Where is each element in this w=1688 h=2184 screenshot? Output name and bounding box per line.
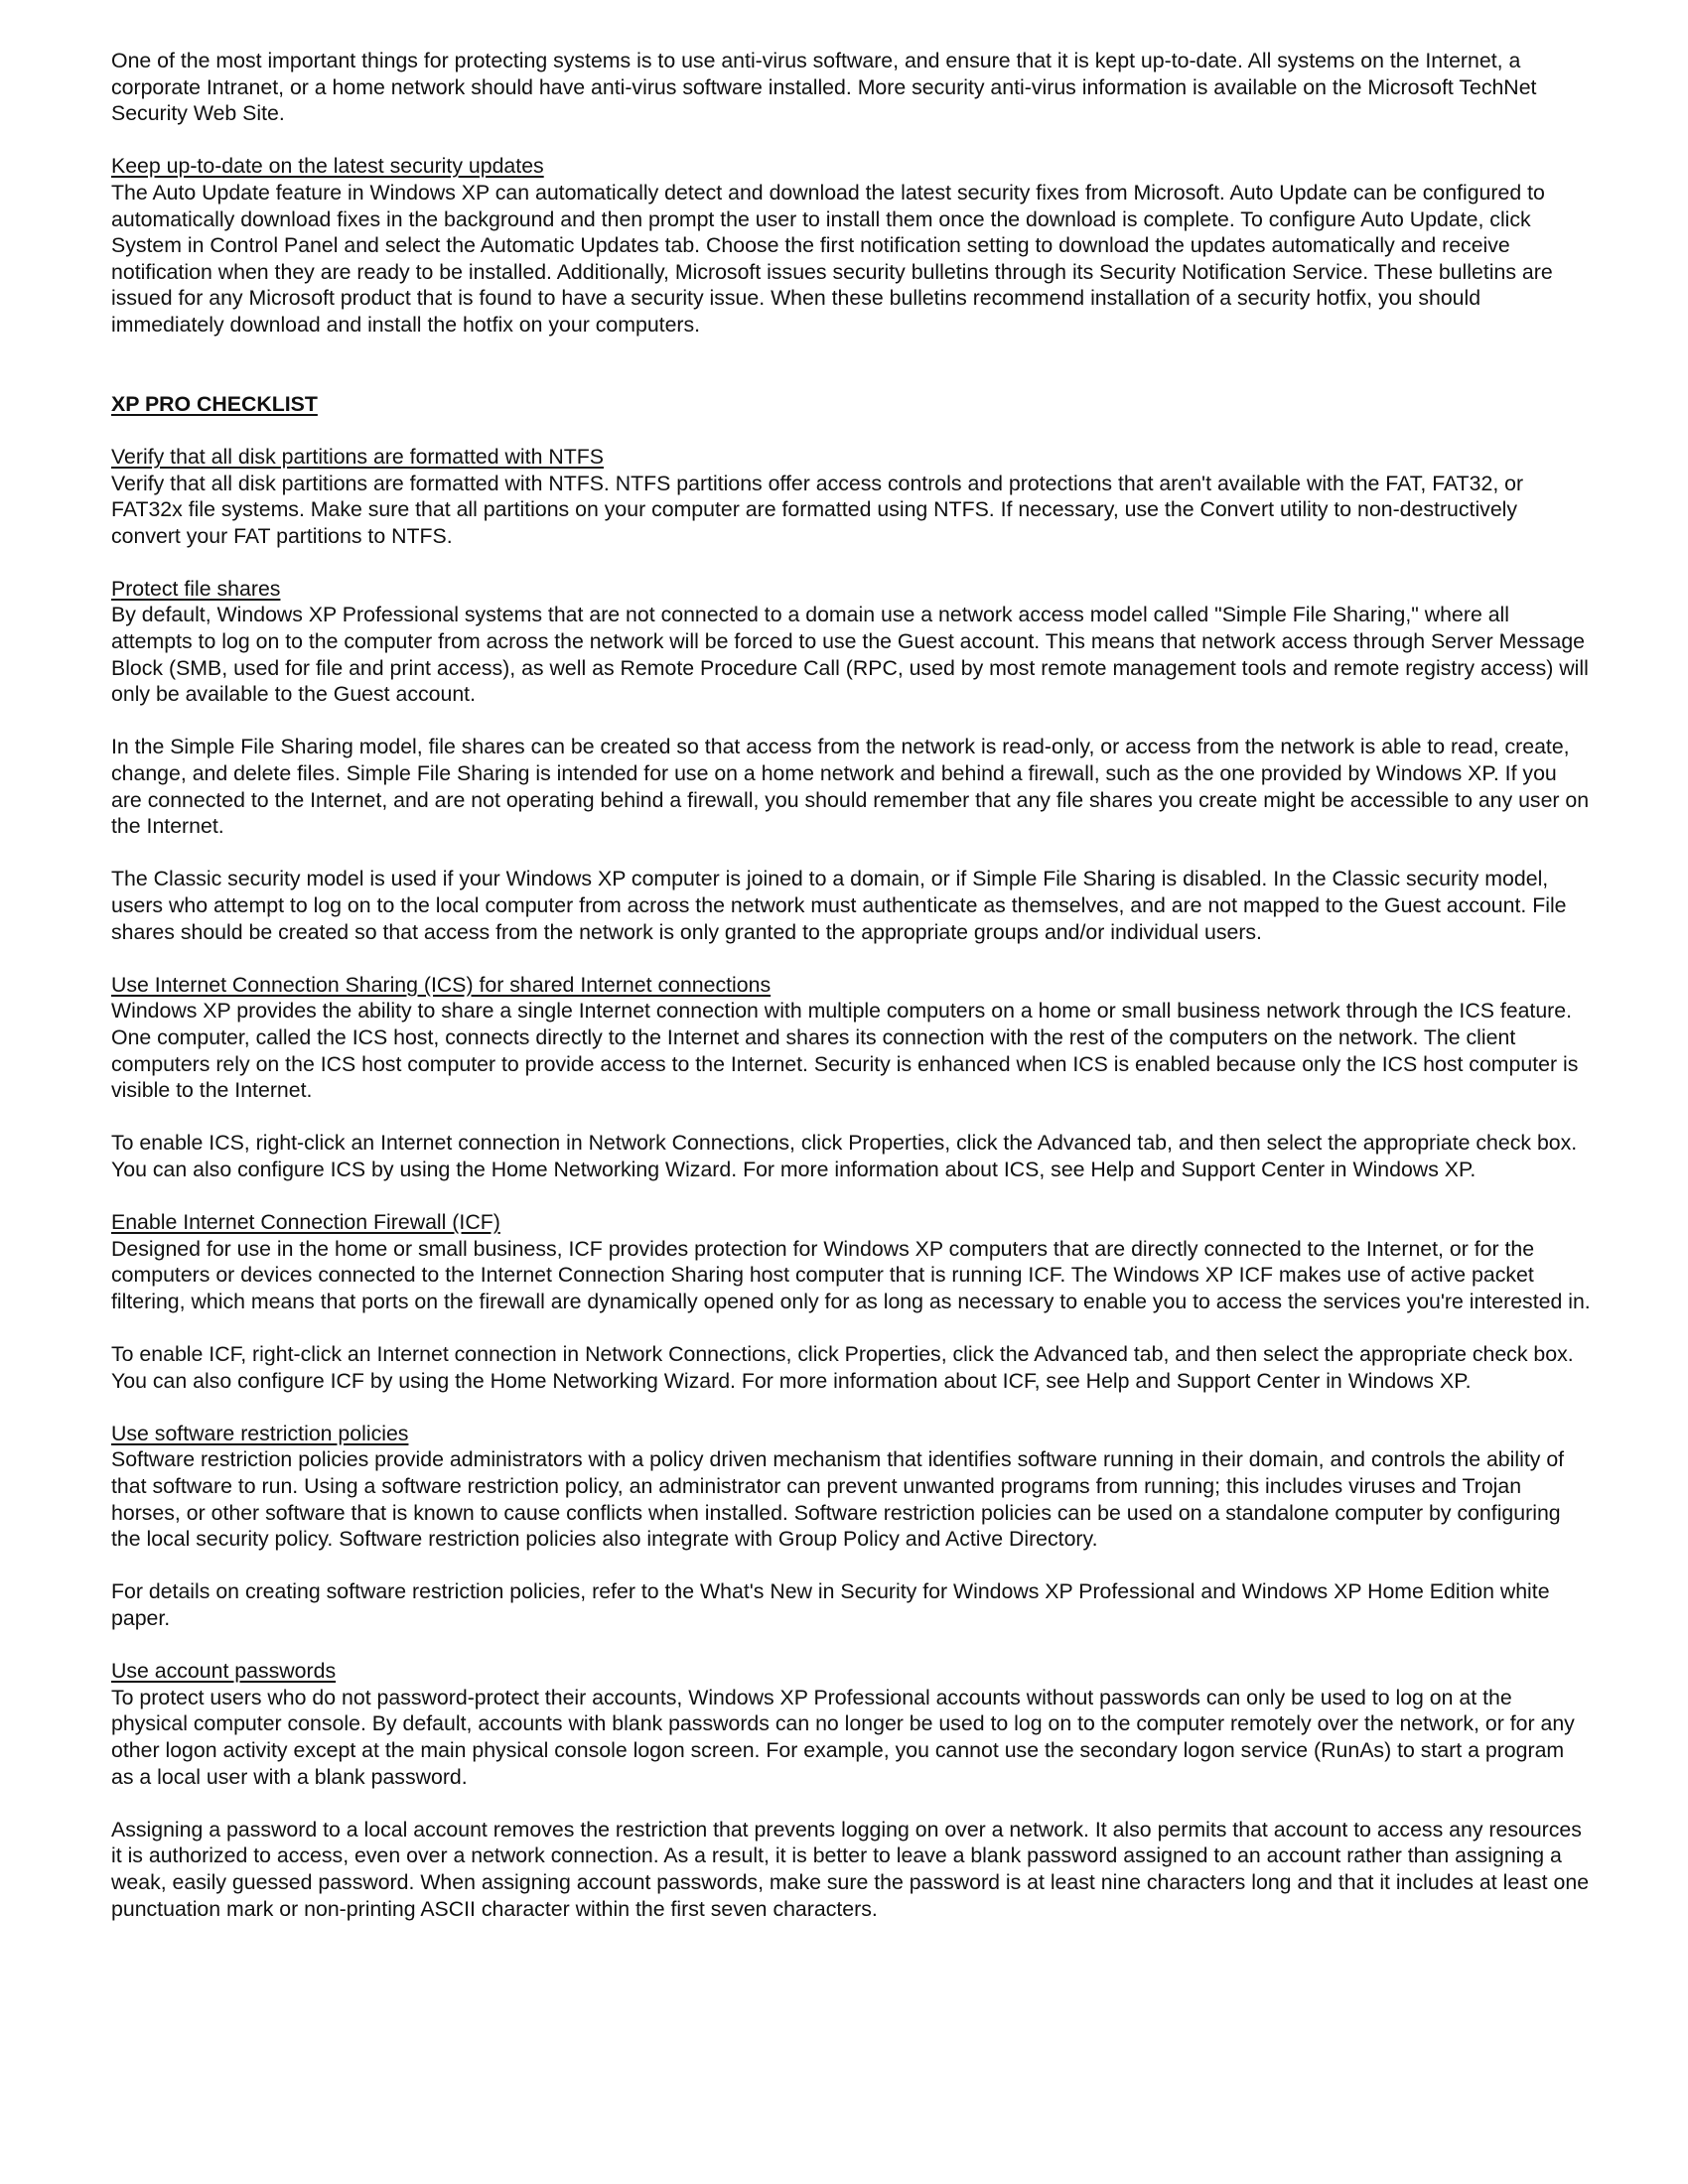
ntfs-paragraph: Verify that all disk partitions are formatted with NTFS. NTFS partitions offer access controls and protections that aren't available with the FAT, FAT32, or FAT32x file systems. Make sure that all partitions on your computer are formatted using NTFS. If necessary, use the Convert utility to non-destructively convert your FAT partitions to NTFS.	[111, 471, 1524, 548]
intro-paragraph: One of the most important things for protecting systems is to use anti-virus software, and ensure that it is kept up-to-date. All systems on the Internet, a corporate Intranet, or a home network should have anti-virus software installed. More security anti-virus information is available on the Microsoft TechNet Security Web Site.	[111, 49, 1537, 126]
srp-heading: Use software restriction policies	[111, 1421, 409, 1445]
passwords-paragraph-2: Assigning a password to a local account removes the restriction that prevents logging on over a network. It also permits that account to access any resources it is authorized to access, even over a network connection. As a result, it is better to leave a blank password assigned to an account rather than assigning a weak, easily guessed password. When assigning account passwords, make sure the password is at least nine characters long and that it includes at least one punctuation mark or non-printing ASCII character within the first seven characters.	[111, 1817, 1590, 1921]
document-page	[111, 48, 1591, 1922]
ics-paragraph-2: To enable ICS, right-click an Internet connection in Network Connections, click Properties, click the Advanced tab, and then select the appropriate check box. You can also configure ICS by using the Home Networking Wizard. For more information about ICS, see Help and Support Center in Windows XP.	[111, 1131, 1578, 1181]
shares-paragraph-3: The Classic security model is used if your Windows XP computer is joined to a domain, or if Simple File Sharing is disabled. In the Classic security model, users who attempt to log on to the local computer from across the network must authenticate as themselves, and are not mapped to the Guest account. File shares should be created so that access from the network is only granted to the appropriate groups and/or individual users.	[111, 867, 1567, 944]
ics-heading: Use Internet Connection Sharing (ICS) for shared Internet connections	[111, 972, 772, 997]
icf-heading: Enable Internet Connection Firewall (ICF)	[111, 1210, 500, 1235]
ics-paragraph-1: Windows XP provides the ability to share a single Internet connection with multiple computers on a home or small business network through the ICS feature. One computer, called the ICS host, connects directly to the Internet and shares its connection with the rest of the computers on the network. The client computers rely on the ICS host computer to provide access to the Internet. Security is enhanced when ICS is enabled because only the ICS host computer is visible to the Internet.	[111, 999, 1579, 1103]
icf-paragraph-1: Designed for use in the home or small business, ICF provides protection for Windows XP computers that are directly connected to the Internet, or for the computers or devices connected to the Internet Connection Sharing host computer that is running ICF. The Windows XP ICF makes use of active packet filtering, which means that ports on the firewall are dynamically opened only for as long as necessary to enable you to access the services you're interested in.	[111, 1236, 1591, 1313]
checklist-title: XP PRO CHECKLIST	[111, 391, 318, 416]
updates-heading: Keep up-to-date on the latest security updates	[111, 154, 544, 179]
shares-paragraph-2: In the Simple File Sharing model, file shares can be created so that access from the network is read-only, or access from the network is able to read, create, change, and delete files. Simple File Sharing is intended for use on a home network and behind a firewall, such as the one provided by Windows XP. If you are connected to the Internet, and are not operating behind a firewall, you should remember that any file shares you create might be accessible to any user on the Internet.	[111, 735, 1590, 839]
srp-paragraph-2: For details on creating software restriction policies, refer to the What's New in Security for Windows XP Professional and Windows XP Home Edition white paper.	[111, 1579, 1550, 1631]
passwords-paragraph-1: To protect users who do not password-protect their accounts, Windows XP Professional accounts without passwords can only be used to log on at the physical computer console. By default, accounts with blank passwords can no longer be used to log on to the computer remotely over the network, or for any other logon activity except at the main physical console logon screen. For example, you cannot use the secondary logon service (RunAs) to start a program as a local user with a blank password.	[111, 1685, 1575, 1789]
icf-paragraph-2: To enable ICF, right-click an Internet connection in Network Connections, click Properties, click the Advanced tab, and then select the appropriate check box. You can also configure ICF by using the Home Networking Wizard. For more information about ICF, see Help and Support Center in Windows XP.	[111, 1342, 1574, 1393]
srp-paragraph-1: Software restriction policies provide administrators with a policy driven mechanism that identifies software running in their domain, and controls the ability of that software to run. Using a software restriction policy, an administrator can prevent unwanted programs from running; this includes viruses and Trojan horses, or other software that is known to cause conflicts when installed. Software restriction policies can be used on a standalone computer by configuring the local security policy. Software restriction policies also integrate with Group Policy and Active Directory.	[111, 1447, 1565, 1552]
passwords-heading: Use account passwords	[111, 1659, 337, 1684]
ntfs-heading: Verify that all disk partitions are formatted with NTFS	[111, 444, 604, 469]
shares-paragraph-1: By default, Windows XP Professional systems that are not connected to a domain use a network access model called "Simple File Sharing," where all attempts to log on to the computer from across the network will be forced to use the Guest account. This means that network access through Server Message Block (SMB, used for file and print access), as well as Remote Procedure Call (RPC, used by most remote management tools and remote registry access) will only be available to the Guest account.	[111, 603, 1589, 707]
updates-paragraph: The Auto Update feature in Windows XP can automatically detect and download the latest security fixes from Microsoft. Auto Update can be configured to automatically download fixes in the background and then prompt the user to install them once the download is complete. To configure Auto Update, click System in Control Panel and select the Automatic Updates tab. Choose the first notification setting to download the updates automatically and receive notification when they are ready to be installed. Additionally, Microsoft issues security bulletins through its Security Notification Service. These bulletins are issued for any Microsoft product that is found to have a security issue. When these bulletins recommend installation of a security hotfix, you should immediately download and install the hotfix on your computers.	[111, 180, 1553, 337]
shares-heading: Protect file shares	[111, 576, 281, 601]
